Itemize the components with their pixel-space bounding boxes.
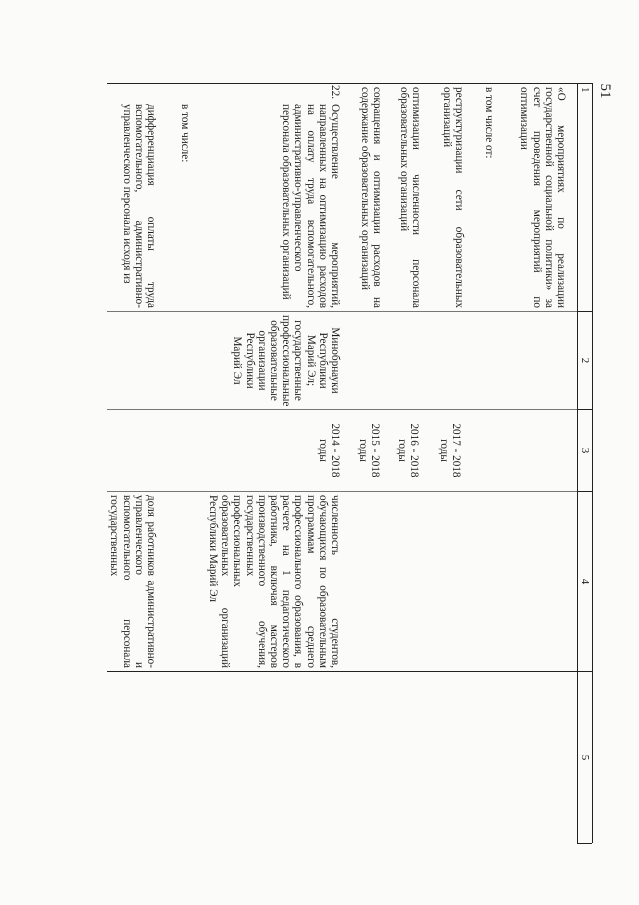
period-b: 2016 - 2018 годы (395, 423, 420, 478)
executors-column (107, 312, 577, 410)
period-c: 2015 - 2018 годы (356, 423, 381, 478)
data-table (107, 83, 593, 843)
item-restructuring: реструктуризации сети образовательных организаций (440, 87, 465, 308)
row22-measure: Осуществление мероприятий, направленных на оптимизацию расходов на оплату труда вспомогательного, административно-управленческого персонала образовательных организаций (280, 104, 341, 308)
including-label-2: в том числе: (179, 104, 191, 163)
item-cost-reduction: сокращения и оптимизации расходов на содержание образовательных организаций (358, 87, 383, 308)
header-col-3: 3 (577, 410, 592, 492)
description-column (107, 84, 577, 312)
period-a: 2017 - 2018 годы (437, 423, 462, 478)
intro-text: «О мероприятиях по реализации государственной социальной политики» за счет проведения мероприятий по оптимизации (518, 87, 567, 308)
row-number: 22. (329, 85, 341, 99)
header-col-2: 2 (577, 312, 592, 410)
page-number: 51 (597, 83, 613, 99)
header-col-1: 1 (577, 84, 592, 312)
header-col-5: 5 (577, 672, 592, 844)
item-staff-optimization: оптимизации численности персонала образовательных организаций (397, 87, 422, 308)
row22-executor: Минобрнауки Республики Марий Эл; государственные профессиональные образовательные организации Республики Марий Эл (231, 315, 341, 407)
item-pay-differentiation: дифференциация оплаты труда вспомогательного, административно-управленческого персонала исходя из (120, 104, 157, 308)
indicator-column (107, 492, 577, 672)
row22-indicator: численность студентов, обучающихся по образовательным программам среднего профессионального образования, в расчете на 1 педагогического работника, включая мастеров производственного обучения, государственных профессиональных образовательных организаций Республики Марий Эл (206, 495, 341, 668)
item-d-indicator: доля работников административно-управленческого и вспомогательного персонала государственных (108, 495, 157, 668)
header-col-4: 4 (577, 492, 592, 672)
including-label: в том числе от: (483, 87, 495, 159)
period-row22: 2014 - 2018 годы (316, 423, 341, 478)
period-column (107, 410, 577, 492)
